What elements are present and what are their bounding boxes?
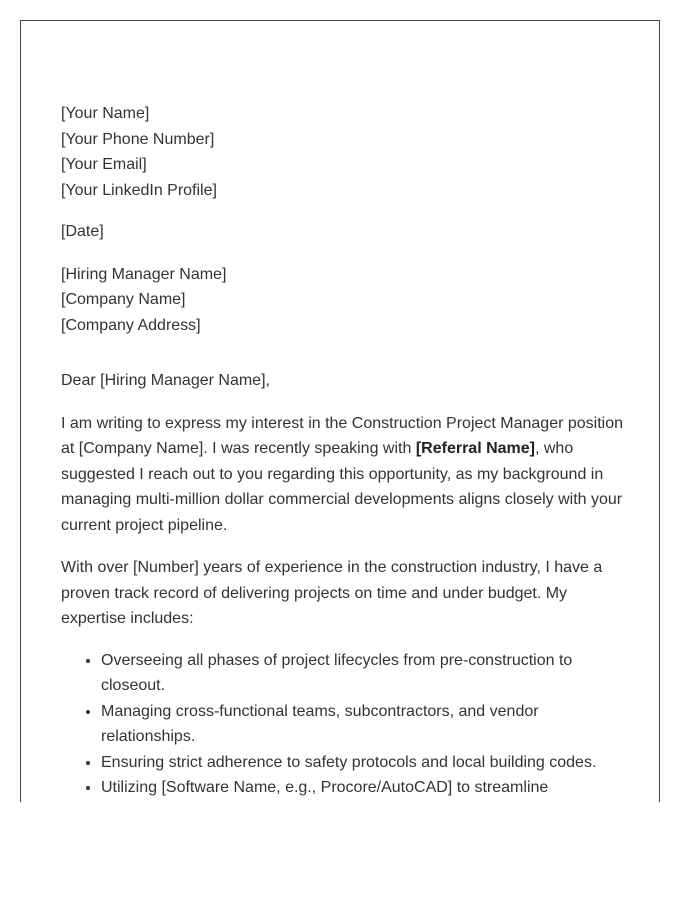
sender-email: [Your Email] <box>61 156 147 173</box>
recipient-company: [Company Name] <box>61 291 186 308</box>
sender-linkedin: [Your LinkedIn Profile] <box>61 181 217 199</box>
sender-phone: [Your Phone Number] <box>61 130 215 148</box>
expertise-list <box>61 648 631 801</box>
letter-content <box>61 101 631 801</box>
paragraph-intro-text-before: I am writing to express my interest in the Construction Project Manager position at [Company Name]. I was recently speaking with <box>61 414 624 457</box>
letter-page <box>20 20 660 802</box>
paragraph-intro-text-after: , who suggested I reach out to you regarding this opportunity, as my background in managing multi-million dollar commercial developments aligns closely with your current project pipeline. <box>61 440 623 534</box>
sender-block <box>61 101 631 203</box>
paragraph-intro <box>61 411 631 539</box>
referral-name: [Referral Name] <box>415 440 535 457</box>
recipient-name: [Hiring Manager Name] <box>61 265 227 283</box>
list-item: • Utilizing [Software Name, e.g., Procore/AutoCAD] to streamline <box>101 775 631 801</box>
sender-name: [Your Name] <box>61 105 150 122</box>
list-item: • Ensuring strict adherence to safety protocols and local building codes. <box>101 750 631 776</box>
letter-date: [Date] <box>61 223 104 240</box>
recipient-address: [Company Address] <box>61 316 201 334</box>
recipient-block <box>61 262 631 339</box>
salutation: Dear [Hiring Manager Name], <box>61 372 270 389</box>
list-item: • Managing cross-functional teams, subcontractors, and vendor relationships. <box>101 699 631 750</box>
list-item: • Overseeing all phases of project lifecycles from pre-construction to closeout. <box>101 648 631 699</box>
paragraph-experience: With over [Number] years of experience in the construction industry, I have a proven track record of delivering projects on time and under budget. My expertise includes: <box>61 559 603 627</box>
